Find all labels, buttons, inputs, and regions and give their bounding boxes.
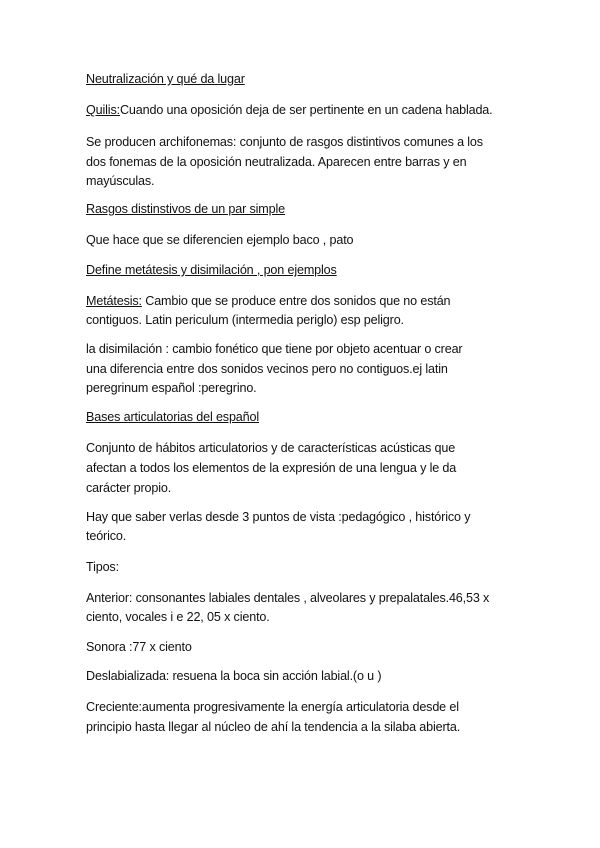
- heading-rasgos: Rasgos distinstivos de un par simple: [86, 202, 285, 216]
- sonora-text: Sonora :77 x ciento: [86, 640, 192, 654]
- heading-neutralizacion: Neutralización y qué da lugar: [86, 72, 245, 86]
- heading-bases: Bases articulatorias del español: [86, 410, 260, 424]
- bases-line-2: afectan a todos los elementos de la expresión de una lengua y le da: [86, 461, 457, 475]
- metatesis-label: Metátesis:: [86, 294, 142, 308]
- rasgos-text: Que hace que se diferencien ejemplo baco , pato: [86, 233, 354, 247]
- anterior-line-1: Anterior: consonantes labiales dentales , alveolares y prepalatales.46,53 x: [86, 591, 490, 605]
- quilis-text: Cuando una oposición deja de ser pertinente en un cadena hablada.: [119, 103, 493, 117]
- bases-line-3: carácter propio.: [86, 481, 172, 495]
- disimilacion-line-3: peregrinum español :peregrino.: [86, 381, 257, 395]
- disimilacion-line-1: la disimilación : cambio fonético que tiene por objeto acentuar o crear: [86, 342, 463, 356]
- tipos-label: Tipos:: [86, 560, 119, 574]
- paragraph-quilis: [86, 103, 493, 117]
- metatesis-line-1: [86, 294, 450, 308]
- archifonemas-line-2: dos fonemas de la oposición neutralizada. Aparecen entre barras y en: [86, 155, 467, 169]
- archifonemas-line-3: mayúsculas.: [86, 174, 155, 188]
- creciente-line-1: Creciente:aumenta progresivamente la energía articulatoria desde el: [86, 700, 459, 714]
- disimilacion-line-2: una diferencia entre dos sonidos vecinos pero no contiguos.ej latin: [86, 362, 448, 376]
- anterior-line-2: ciento, vocales i e 22, 05 x ciento.: [86, 610, 270, 624]
- deslabializada-text: Deslabializada: resuena la boca sin acción labial.(o u ): [86, 669, 382, 683]
- archifonemas-line-1: Se producen archifonemas: conjunto de rasgos distintivos comunes a los: [86, 135, 483, 149]
- creciente-line-2: principio hasta llegar al núcleo de ahí la tendencia a la silaba abierta.: [86, 720, 461, 734]
- metatesis-line-2: contiguos. Latin periculum (intermedia periglo) esp peligro.: [86, 313, 404, 327]
- puntos-line-2: teórico.: [86, 529, 127, 543]
- bases-line-1: Conjunto de hábitos articulatorios y de características acústicas que: [86, 441, 456, 455]
- metatesis-text: Cambio que se produce entre dos sonidos que no están: [141, 294, 451, 308]
- heading-metatesis: Define metátesis y disimilación , pon ejemplos: [86, 263, 337, 277]
- puntos-line-1: Hay que saber verlas desde 3 puntos de vista :pedagógico , histórico y: [86, 510, 471, 524]
- quilis-label: Quilis:: [86, 103, 120, 117]
